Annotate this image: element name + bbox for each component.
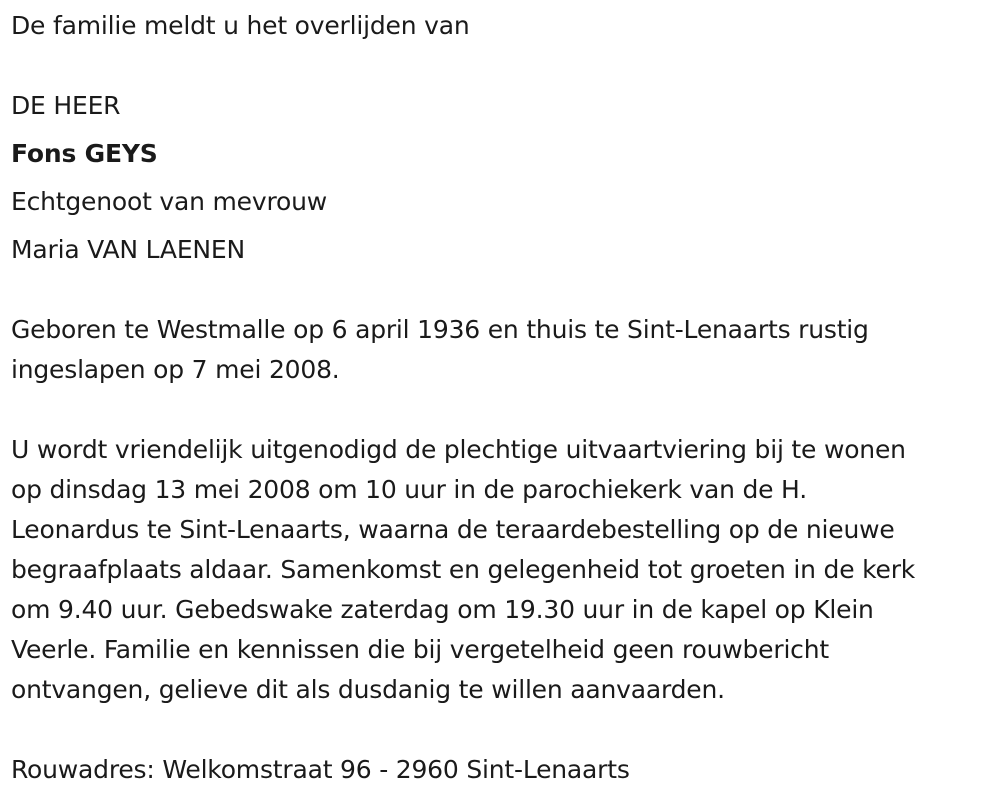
mourning-address bbox=[11, 750, 996, 790]
service-line: om 9.40 uur. Gebedswake zaterdag om 19.30 uur in de kapel op Klein bbox=[11, 595, 874, 624]
spouse-name: Maria VAN LAENEN bbox=[11, 235, 246, 264]
service-line: Veerle. Familie en kennissen die bij vergetelheid geen rouwbericht bbox=[11, 635, 829, 664]
birth-paragraph bbox=[11, 310, 996, 390]
address-line: Rouwadres: Welkomstraat 96 - 2960 Sint-Lenaarts bbox=[11, 755, 630, 784]
deceased-name: Fons GEYS bbox=[11, 139, 158, 168]
intro-text: De familie meldt u het overlijden van bbox=[11, 11, 470, 40]
honorific-title: DE HEER bbox=[11, 91, 121, 120]
birth-line: Geboren te Westmalle op 6 april 1936 en thuis te Sint-Lenaarts rustig bbox=[11, 315, 869, 344]
service-line: begraafplaats aldaar. Samenkomst en gelegenheid tot groeten in de kerk bbox=[11, 555, 916, 584]
service-line: Leonardus te Sint-Lenaarts, waarna de teraardebestelling op de nieuwe bbox=[11, 515, 895, 544]
service-line: U wordt vriendelijk uitgenodigd de plechtige uitvaartviering bij te wonen bbox=[11, 435, 906, 464]
service-line: op dinsdag 13 mei 2008 om 10 uur in de parochiekerk van de H. bbox=[11, 475, 807, 504]
birth-line: ingeslapen op 7 mei 2008. bbox=[11, 355, 340, 384]
spouse-label: Echtgenoot van mevrouw bbox=[11, 187, 327, 216]
service-paragraph bbox=[11, 430, 996, 710]
service-line: ontvangen, gelieve dit als dusdanig te willen aanvaarden. bbox=[11, 675, 725, 704]
